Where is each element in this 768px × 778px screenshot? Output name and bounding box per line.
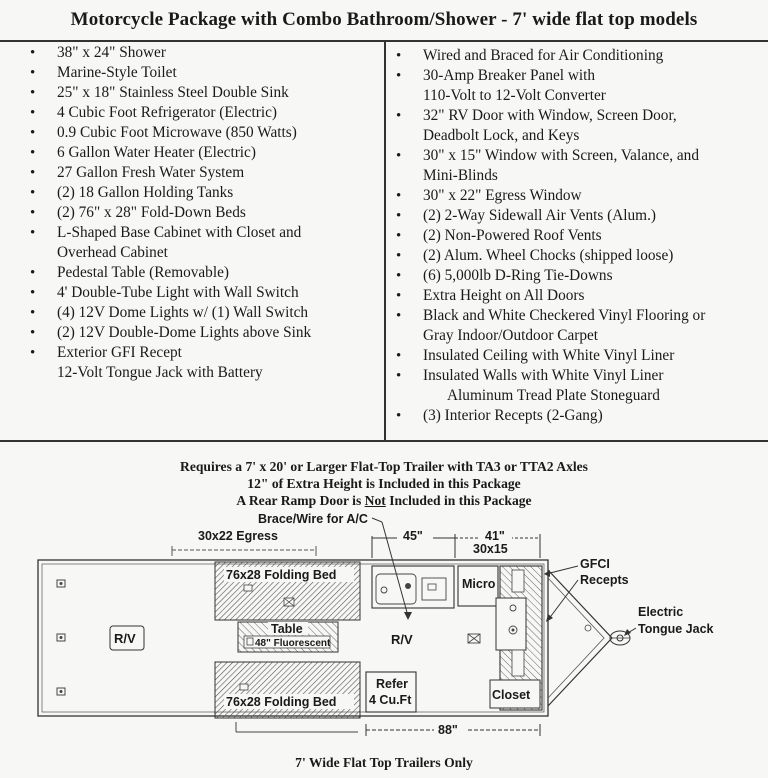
egress-label: 30x22 Egress — [198, 529, 278, 543]
left-feature-list — [30, 43, 380, 383]
feature-item: • 4' Double-Tube Light with Wall Switch — [30, 283, 380, 303]
requirement-line-3-post: Included in this Package — [385, 493, 532, 508]
feature-item: • (2) Alum. Wheel Chocks (shipped loose) — [396, 246, 766, 266]
gfci-label-1: GFCI — [580, 557, 610, 571]
floor-plan-diagram — [0, 510, 768, 750]
feature-item: • (3) Interior Recepts (2-Gang) — [396, 406, 766, 426]
table-label: Table — [271, 622, 303, 636]
dim-45-label: 45" — [403, 529, 423, 543]
feature-item: • (2) 12V Double-Dome Lights above Sink — [30, 323, 380, 343]
feature-item: Aluminum Tread Plate Stoneguard — [447, 387, 660, 404]
feature-item: • 30" x 22" Egress Window — [396, 186, 766, 206]
feature-item: • 30" x 15" Window with Screen, Valance, and — [396, 146, 766, 166]
feature-item: • Insulated Ceiling with White Vinyl Liner — [396, 346, 766, 366]
feature-item: • 27 Gallon Fresh Water System — [30, 163, 380, 183]
feature-item: Deadbolt Lock, and Keys — [423, 127, 580, 144]
feature-item: 12-Volt Tongue Jack with Battery — [57, 364, 263, 381]
rv-mid-label: R/V — [391, 632, 413, 647]
dim-41-label: 41" — [485, 529, 505, 543]
requirement-line-3 — [0, 492, 768, 509]
requirement-not: Not — [364, 493, 386, 508]
micro-label: Micro — [462, 577, 496, 591]
feature-item: • Black and White Checkered Vinyl Flooring or — [396, 306, 766, 326]
trailer-tongue — [548, 570, 612, 706]
refer-label-2: 4 Cu.Ft — [369, 693, 412, 707]
column-divider — [384, 40, 386, 440]
feature-item: • (6) 5,000lb D-Ring Tie-Downs — [396, 266, 766, 286]
tie-down-icon — [57, 580, 65, 587]
right-feature-list — [396, 46, 766, 426]
feature-item: • 30-Amp Breaker Panel with — [396, 66, 766, 86]
jack-label-1: Electric — [638, 605, 684, 619]
requirement-line-2: 12" of Extra Height is Included in this Package — [247, 476, 521, 491]
requirement-line-3-pre: A Rear Ramp Door is — [236, 493, 365, 508]
footer-note: 7' Wide Flat Top Trailers Only — [295, 755, 473, 770]
refer-label-1: Refer — [376, 677, 408, 691]
feature-item: • 4 Cubic Foot Refrigerator (Electric) — [30, 103, 380, 123]
feature-item: • 25" x 18" Stainless Steel Double Sink — [30, 83, 380, 103]
feature-item: • 6 Gallon Water Heater (Electric) — [30, 143, 380, 163]
brace-wire-label: Brace/Wire for A/C — [258, 512, 368, 526]
feature-item: • (2) Non-Powered Roof Vents — [396, 226, 766, 246]
fluorescent-label: 48" Fluorescent — [255, 638, 331, 649]
feature-item: • (2) 2-Way Sidewall Air Vents (Alum.) — [396, 206, 766, 226]
feature-item: • 38" x 24" Shower — [30, 43, 380, 63]
dim-88-label: 88" — [438, 723, 458, 737]
tie-down-icon — [57, 688, 65, 695]
feature-item: • (4) 12V Dome Lights w/ (1) Wall Switch — [30, 303, 380, 323]
bed-bottom-label: 76x28 Folding Bed — [226, 695, 337, 709]
rv-left-label: R/V — [114, 631, 136, 646]
window-30x15-label: 30x15 — [473, 542, 508, 556]
feature-item: Mini-Blinds — [423, 167, 498, 184]
tie-down-icon — [57, 634, 65, 641]
feature-item: • 32" RV Door with Window, Screen Door, — [396, 106, 766, 126]
gfci-label-2: Recepts — [580, 573, 629, 587]
feature-item: • Wired and Braced for Air Conditioning — [396, 46, 766, 66]
feature-item: 110-Volt to 12-Volt Converter — [423, 87, 606, 104]
bottom-rule — [0, 440, 768, 442]
feature-item: • Marine-Style Toilet — [30, 63, 380, 83]
page-title: Motorcycle Package with Combo Bathroom/Shower - 7' wide flat top models — [70, 9, 698, 30]
feature-item: • Insulated Walls with White Vinyl Liner — [396, 366, 766, 386]
feature-item: • 0.9 Cubic Foot Microwave (850 Watts) — [30, 123, 380, 143]
feature-item: • Pedestal Table (Removable) — [30, 263, 380, 283]
feature-item: • (2) 18 Gallon Holding Tanks — [30, 183, 380, 203]
feature-item: • Extra Height on All Doors — [396, 286, 766, 306]
feature-item: Gray Indoor/Outdoor Carpet — [423, 327, 599, 344]
bottom-folding-bed — [215, 662, 360, 718]
requirement-line-1: Requires a 7' x 20' or Larger Flat-Top Trailer with TA3 or TTA2 Axles — [180, 459, 588, 474]
feature-item: • (2) 76" x 28" Fold-Down Beds — [30, 203, 380, 223]
feature-item: • Exterior GFI Recept — [30, 343, 380, 363]
jack-label-2: Tongue Jack — [638, 622, 714, 636]
feature-item: • L-Shaped Base Cabinet with Closet and — [30, 223, 380, 243]
closet-label: Closet — [492, 688, 531, 702]
bed-top-label: 76x28 Folding Bed — [226, 568, 337, 582]
feature-item: Overhead Cabinet — [57, 244, 168, 261]
